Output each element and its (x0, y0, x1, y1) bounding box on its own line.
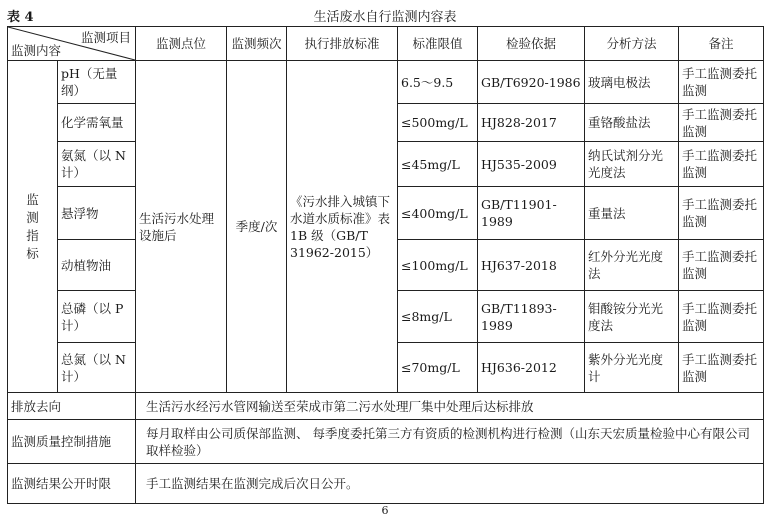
limit-value: ≤400mg/L (398, 187, 478, 240)
footer-value: 生活污水经污水管网输送至荣成市第二污水处理厂集中处理后达标排放 (136, 393, 764, 420)
remark: 手工监测委托监测 (679, 343, 764, 393)
footer-row-disclosure (8, 464, 764, 504)
analysis-method: 重量法 (585, 187, 679, 240)
analysis-method: 重铬酸盐法 (585, 104, 679, 142)
remark: 手工监测委托监测 (679, 142, 764, 187)
footer-label: 排放去向 (8, 393, 136, 420)
remark: 手工监测委托监测 (679, 291, 764, 343)
test-basis: HJ636-2012 (478, 343, 585, 393)
header-basis: 检验依据 (478, 27, 585, 61)
header-standard: 执行排放标准 (287, 27, 398, 61)
remark: 手工监测委托监测 (679, 104, 764, 142)
table-title: 生活废水自行监测内容表 (313, 10, 457, 25)
footer-row-quality-control (8, 420, 764, 464)
analysis-method: 钼酸铵分光光度法 (585, 291, 679, 343)
header-monitoring-item: 监测项目 (80, 30, 131, 45)
limit-value: ≤45mg/L (398, 142, 478, 187)
header-monitoring-content: 监测内容 (11, 43, 62, 58)
test-basis: GB/T6920-1986 (478, 61, 585, 104)
header-method: 分析方法 (585, 27, 679, 61)
analysis-method: 纳氏试剂分光光度法 (585, 142, 679, 187)
analysis-method: 红外分光光度法 (585, 240, 679, 291)
remark: 手工监测委托监测 (679, 187, 764, 240)
header-point: 监测点位 (136, 27, 227, 61)
item-name: 总磷（以 P 计） (58, 291, 136, 343)
limit-value: ≤70mg/L (398, 343, 478, 393)
header-frequency: 监测频次 (227, 27, 287, 61)
test-basis: GB/T11901-1989 (478, 187, 585, 240)
footer-value: 每月取样由公司质保部监测、 每季度委托第三方有资质的检测机构进行检测（山东天宏质量检验中心有限公司取样检验） (136, 420, 764, 464)
analysis-method: 玻璃电极法 (585, 61, 679, 104)
item-name: 悬浮物 (58, 187, 136, 240)
section-label: 监测指标 (8, 61, 58, 393)
test-basis: HJ828-2017 (478, 104, 585, 142)
test-basis: HJ637-2018 (478, 240, 585, 291)
monitoring-point: 生活污水处理设施后 (136, 61, 227, 393)
analysis-method: 紫外分光光度计 (585, 343, 679, 393)
remark: 手工监测委托监测 (679, 61, 764, 104)
item-name: 动植物油 (58, 240, 136, 291)
monitoring-table (7, 26, 764, 504)
monitoring-frequency: 季度/次 (227, 61, 287, 393)
item-name: 化学需氧量 (58, 104, 136, 142)
header-remark: 备注 (679, 27, 764, 61)
header-row (8, 27, 764, 61)
test-basis: HJ535-2009 (478, 142, 585, 187)
footer-value: 手工监测结果在监测完成后次日公开。 (136, 464, 764, 504)
test-basis: GB/T11893-1989 (478, 291, 585, 343)
footer-label: 监测质量控制措施 (8, 420, 136, 464)
page-number: 6 (381, 504, 389, 517)
limit-value: ≤8mg/L (398, 291, 478, 343)
table-number: 表 4 (7, 10, 34, 25)
remark: 手工监测委托监测 (679, 240, 764, 291)
limit-value: ≤100mg/L (398, 240, 478, 291)
diagonal-header-cell (8, 27, 136, 61)
footer-row-discharge (8, 393, 764, 420)
footer-label: 监测结果公开时限 (8, 464, 136, 504)
header-limit: 标准限值 (398, 27, 478, 61)
discharge-standard: 《污水排入城镇下水道水质标准》表 1B 级（GB/T 31962-2015） (287, 61, 398, 393)
limit-value: 6.5～9.5 (398, 61, 478, 104)
limit-value: ≤500mg/L (398, 104, 478, 142)
item-name: 总氮（以 N 计） (58, 343, 136, 393)
item-name: 氨氮（以 N 计） (58, 142, 136, 187)
item-name: pH（无量纲） (58, 61, 136, 104)
table-row (8, 61, 764, 104)
